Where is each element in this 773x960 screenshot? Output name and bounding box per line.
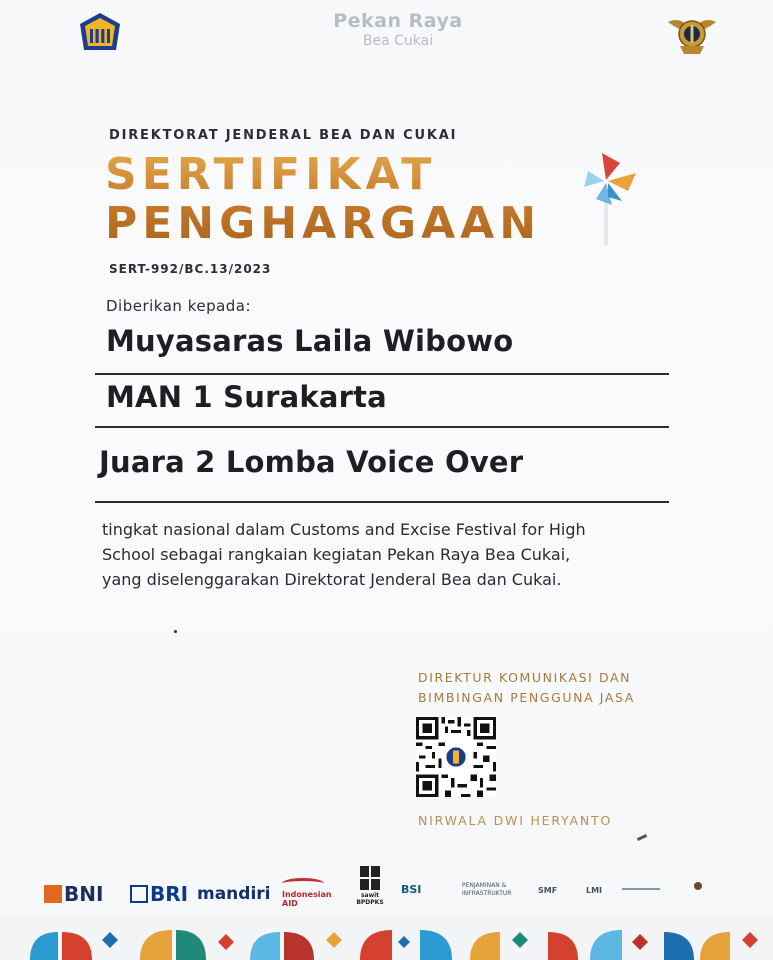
bea-cukai-emblem-icon — [666, 10, 718, 56]
description-line: tingkat nasional dalam Customs and Excise Festival for High — [102, 520, 586, 539]
award-title: Juara 2 Lomba Voice Over — [99, 445, 524, 479]
signer-name: NIRWALA DWI HERYANTO — [418, 813, 613, 828]
divider-line — [95, 501, 669, 503]
swoosh-icon — [282, 878, 324, 889]
smf-logo: SMF — [538, 886, 558, 895]
event-title-line1: Pekan Raya — [333, 10, 463, 32]
signatory-title-line2: BIMBINGAN PENGGUNA JASA — [418, 690, 635, 705]
lmi-logo: LMI — [586, 886, 603, 895]
bri-logo: BRI — [130, 882, 188, 906]
signatory-title — [418, 668, 635, 708]
bni-mark-icon — [44, 885, 62, 903]
divider-line — [95, 373, 669, 375]
bpdpks-logo: sawit BPDPKS — [356, 866, 384, 906]
given-to-label: Diberikan kepada: — [106, 297, 252, 315]
description-line: School sebagai rangkaian kegiatan Pekan Raya Bea Cukai, — [102, 545, 571, 564]
sponsor-logo-small — [622, 888, 660, 890]
event-title-line2: Bea Cukai — [362, 33, 434, 49]
recipient-school: MAN 1 Surakarta — [106, 380, 387, 414]
divider-line — [95, 426, 669, 428]
decorative-pattern-band — [0, 918, 773, 960]
bpdpks-mark-icon — [360, 866, 380, 890]
sponsor-logo-small — [694, 882, 702, 890]
speck-mark — [174, 630, 177, 633]
signatory-title-line1: DIREKTUR KOMUNIKASI DAN — [418, 670, 632, 685]
pii-logo: PENJAMINAN & INFRASTRUKTUR — [462, 882, 512, 897]
bri-mark-icon — [130, 885, 148, 903]
award-description — [102, 517, 682, 592]
qr-code-icon — [416, 717, 496, 797]
bsi-logo: BSI — [401, 883, 422, 896]
certificate-title-line2: PENGHARGAAN — [105, 198, 542, 249]
event-title — [318, 12, 478, 48]
recipient-name: Muyasaras Laila Wibowo — [106, 324, 514, 358]
pen-mark — [637, 834, 647, 841]
mandiri-logo: mandiri — [197, 884, 271, 904]
description-line: yang diselenggarakan Direktorat Jenderal Bea dan Cukai. — [102, 570, 562, 589]
indonesian-aid-logo: Indonesian AID — [282, 878, 332, 908]
certificate-title-line1: SERTIFIKAT — [105, 149, 437, 200]
kemenkeu-logo-icon — [78, 12, 122, 54]
agency-name: DIREKTORAT JENDERAL BEA DAN CUKAI — [109, 128, 458, 143]
certificate-title — [105, 150, 541, 248]
sponsor-logos — [44, 866, 734, 914]
certificate-number: SERT-992/BC.13/2023 — [109, 262, 272, 276]
bni-logo: BNI — [44, 882, 103, 906]
pinwheel-icon — [580, 145, 652, 250]
